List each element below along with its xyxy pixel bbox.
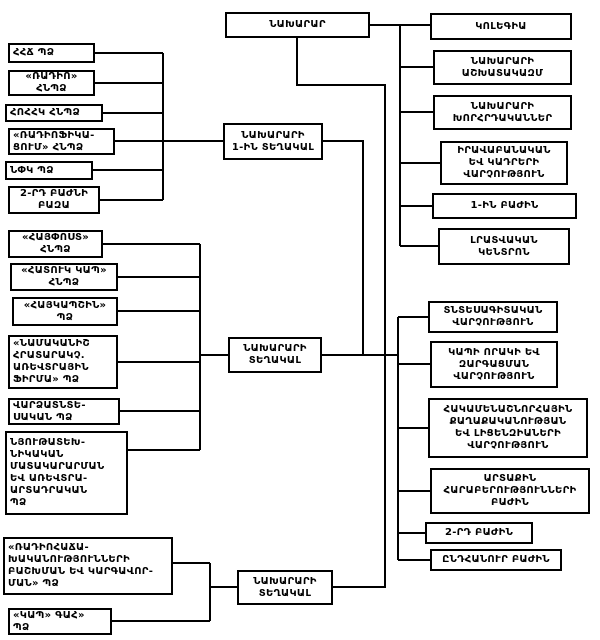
box-minister-advisors [433, 95, 572, 130]
box-label: ՆՓԿ ՊՁ [10, 164, 54, 176]
box-label: ՆԱԽԱՐԱՐԻ ՏԵՂԱԿԱԼ [243, 343, 307, 366]
box-kap-gah-pd [8, 608, 112, 635]
box-label: ՏՆՏԵՍԱԳԻՏԱԿԱՆ ՎԱՐՉՈՒԹՅՈՒՆ [443, 305, 543, 328]
box-radio-hnpd [8, 70, 95, 96]
box-deputy-minister-2 [228, 337, 322, 373]
box-label: 1-ԻՆ ԲԱԺԻՆ [470, 200, 539, 211]
box-label: 2-ՐԴ ԲԱԺՆԻ ԲԱԶԱ [19, 188, 89, 211]
box-label: ՆԱԽԱՐԱՐԻ ՏԵՂԱԿԱԼ [253, 575, 317, 599]
box-label: ԿԱՊԻ ՈՐԱԿԻ ԵՎ ԶԱՐԳԱՑՄԱՆ ՎԱՐՉՈՒԹՅՈՒՆ [448, 346, 540, 382]
box-label: «ՀԱՏՈՒԿ ԿԱՊ» ՀՆՊՁ [21, 265, 107, 288]
connector-line [297, 38, 385, 587]
box-hohhk-hnpd [5, 104, 103, 122]
box-label: ՆԱԽԱՐԱՐԻ 1-ԻՆ ՏԵՂԱԿԱԼ [231, 129, 315, 153]
box-label: ՆԱԽԱՐԱՐ [269, 19, 326, 30]
box-label: «ՀԱՅԿԱՊՇԻՆ» ՊՁ [23, 299, 107, 323]
box-stamp-publishing-trade-firm-pd [8, 335, 118, 389]
box-label: ՀՀՃ ՊՁ [13, 47, 55, 58]
box-haypost-hnpd [8, 230, 103, 258]
box-label: «ՆԱՄԱԿԱՆԻՇ ՀՐԱՏԱՐԱԿՉ. ԱՌԵՎՏՐԱՅԻՆ ՖԻՐՄԱ» ՊՁ [13, 338, 90, 385]
box-general-division [430, 549, 562, 571]
box-minister [225, 12, 370, 38]
box-foreign-relations-division [430, 468, 590, 514]
box-logistics-trade-production-pd [5, 431, 128, 515]
box-label: ՆԱԽԱՐԱՐԻ ԽՈՐՀՐԴԱԿԱՆՆԵՐ [452, 100, 553, 124]
box-label: «ՌԱԴԻՈՀԱՃԱ- ԽԱԿԱՆՈՒԹՅՈՒՆՆԵՐԻ ԲԱՇԽՄԱՆ ԵՎ ԿԱՐԳԱՎՈՐ- ՄԱՆ» ՊՁ [8, 542, 154, 589]
box-rental-economic-pd [8, 398, 120, 425]
box-label: ԿՈԼԵԳԻԱ [475, 20, 527, 32]
box-radiofication-hnpd [8, 128, 115, 155]
box-label: ՀՈՀՀԿ ՀՆՊՁ [10, 107, 81, 118]
box-label: «ՌԱԴԻՈ» ՀՆՊՁ [25, 71, 78, 94]
box-division-2-base [8, 186, 100, 214]
box-label: 2-ՐԴ ԲԱԺԻՆ [444, 527, 514, 538]
box-division-1 [432, 193, 577, 219]
box-label: ՀԱԿԱՄԵՆԱՇՆՈՐՀԱՅԻՆ ՔԱՂԱՔԱԿԱՆՈՒԹՅԱՆ ԵՎ ԼԻՑԵՆԶԻԱՆԵՐԻ ՎԱՐՉՈՒԹՅՈՒՆ [443, 404, 573, 451]
box-label: «ԿԱՊ» ԳԱՀ» ՊՁ [13, 609, 85, 633]
box-label: «ՌԱԴԻՈՖԻԿԱ- ՑՈՒՄ» ՀՆՊՁ [13, 129, 95, 153]
box-special-comm-hnpd [10, 263, 118, 291]
box-label: ՆՅՈՒԹԱՏԵԽ- ՆԻԿԱԿԱՆ ՄԱՏԱԿԱՐԱՐՄԱՆ ԵՎ ԱՌԵՎՏՐԱ- ԱՐՏԱԴՐԱԿԱՆ ՊՁ [10, 437, 105, 508]
box-hhch-pd [8, 43, 95, 63]
box-collegium [430, 13, 572, 40]
box-radiofrequency-distribution-pd [3, 537, 173, 595]
box-first-deputy-minister [223, 123, 323, 160]
box-economics-department [428, 301, 558, 333]
box-label: ԻՐԱՎԱԲԱՆԱԿԱՆ ԵՎ ԿԱԴՐԵՐԻ ՎԱՐՉՈՒԹՅՈՒՆ [457, 145, 551, 180]
box-label: ՎԱՐՁԱՏՆՏԵ- ՍԱԿԱՆ ՊՁ [13, 399, 86, 423]
box-minister-staff [433, 50, 572, 85]
box-comm-quality-development-department [430, 341, 558, 388]
box-press-center [438, 228, 570, 265]
box-legal-hr-department [440, 141, 568, 185]
box-label: ԱՐՏԱՔԻՆ ՀԱՐԱԲԵՐՈՒԹՅՈՒՆՆԵՐԻ ԲԱԺԻՆ [443, 473, 577, 508]
box-label: ՆԱԽԱՐԱՐԻ ԱՇԽԱՏԱԿԱԶՄ [461, 55, 544, 79]
box-deputy-minister-3 [237, 570, 333, 605]
box-npk-pd [5, 161, 93, 180]
connector-line [323, 141, 363, 355]
box-division-2 [425, 522, 533, 544]
box-label: ԸՆԴՀԱՆՈՒՐ ԲԱԺԻՆ [442, 554, 550, 565]
box-antimonopoly-licensing-department [428, 398, 588, 458]
box-label: ԼՐԱՏՎԱԿԱՆ ԿԵՆՏՐՈՆ [470, 234, 538, 258]
box-haykapshin-pd [12, 297, 118, 326]
box-label: «ՀԱՅՓՈՍՏ» ՀՆՊՁ [21, 232, 90, 255]
